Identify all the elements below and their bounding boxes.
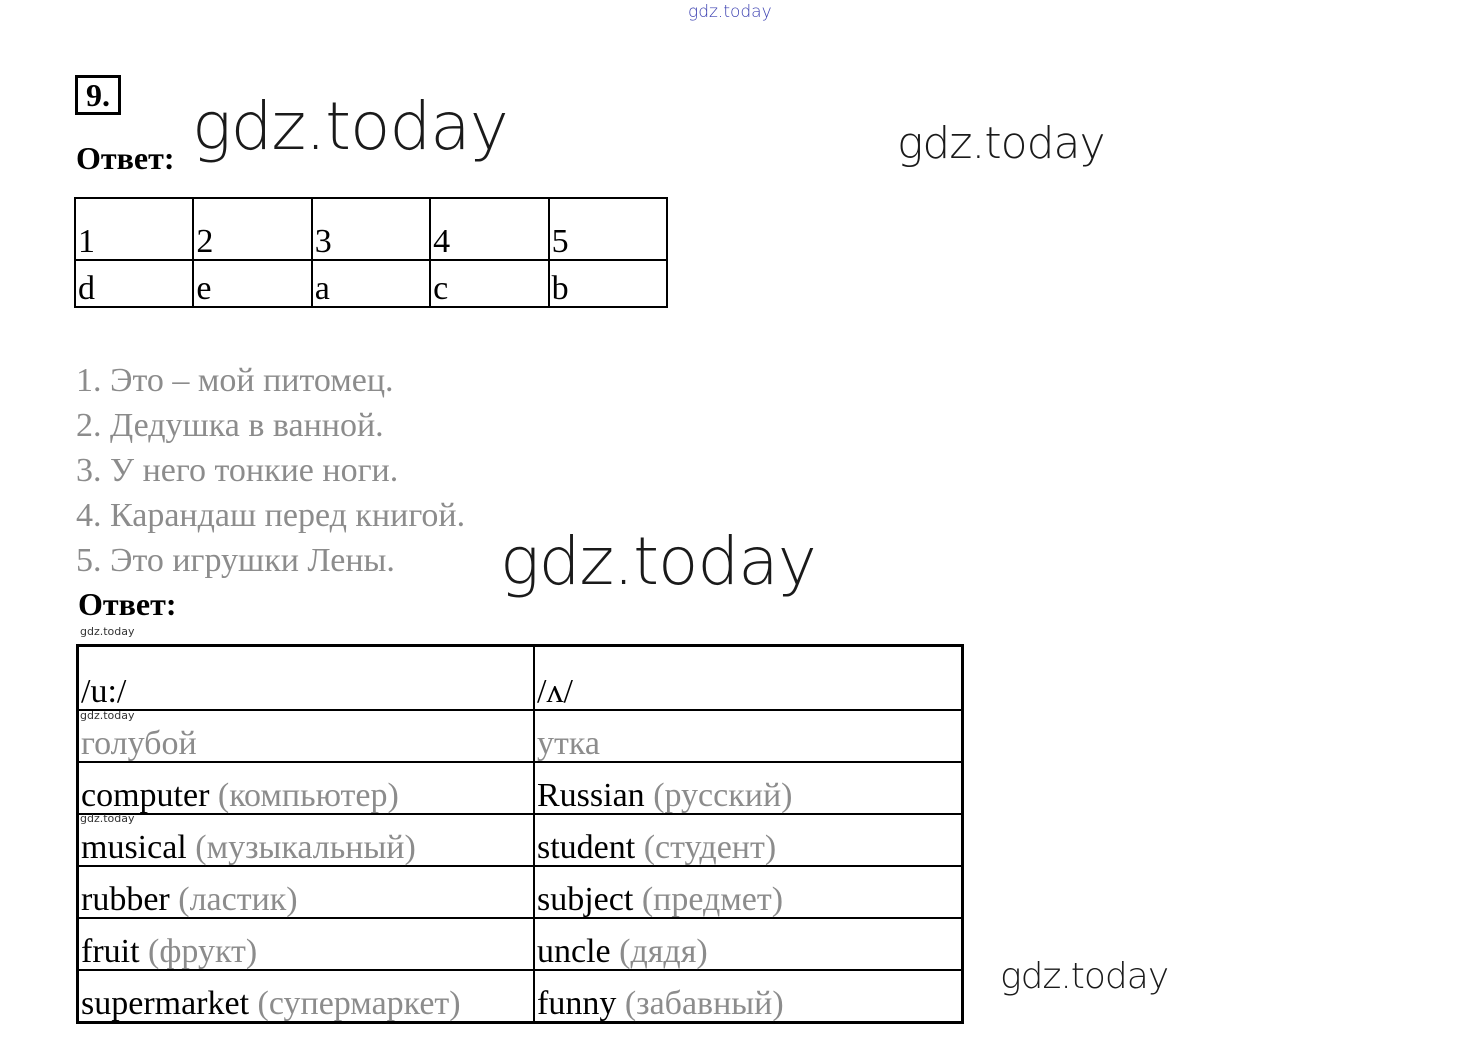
list-item: 4. Карандаш перед книгой.: [76, 497, 466, 534]
table-cell: утка: [534, 710, 963, 762]
table-cell: e: [193, 260, 311, 307]
header-cell: /ʌ/: [534, 646, 963, 711]
word-translation: (компьютер): [217, 777, 399, 814]
table-cell: [534, 814, 963, 866]
table-cell: [78, 814, 535, 866]
word: subject: [537, 881, 634, 918]
word-translation: (супермаркет): [257, 985, 461, 1022]
translations-list: [76, 358, 465, 583]
table-cell: [78, 762, 535, 814]
table-cell: [78, 866, 535, 918]
task-number: 9.: [75, 75, 121, 115]
word: Russian: [537, 777, 645, 814]
table-cell: [78, 918, 535, 970]
table-row: [75, 260, 667, 307]
table-cell: [78, 970, 535, 1023]
matching-table: [74, 197, 668, 308]
word: uncle: [537, 933, 611, 970]
table-row: [78, 762, 963, 814]
table-cell: 5: [549, 198, 667, 260]
word: fruit: [81, 933, 140, 970]
sound-table: [76, 644, 964, 1024]
word-translation: (предмет): [641, 881, 784, 918]
word: musical: [81, 829, 187, 866]
table-cell: [534, 866, 963, 918]
word: rubber: [81, 881, 170, 918]
table-cell: a: [312, 260, 430, 307]
word-translation: (забавный): [624, 985, 784, 1022]
word: computer: [81, 777, 210, 814]
word: supermarket: [81, 985, 250, 1022]
word-translation: (музыкальный): [195, 829, 416, 866]
answer-label: Ответ:: [76, 140, 175, 176]
table-row: [78, 814, 963, 866]
watermark-right-1: gdz.today: [897, 118, 1105, 169]
watermark-top: gdz.today: [688, 2, 772, 22]
word: funny: [537, 985, 617, 1022]
table-cell: [534, 918, 963, 970]
table-cell: голубой: [78, 710, 535, 762]
word-translation: (студент): [643, 829, 777, 866]
list-item: 1. Это – мой питомец.: [76, 362, 394, 399]
table-cell: 4: [430, 198, 548, 260]
table-cell: [534, 762, 963, 814]
watermark-tiny-2: gdz.today: [80, 709, 135, 722]
table-cell: [534, 970, 963, 1023]
table-cell: d: [75, 260, 193, 307]
word-translation: (дядя): [619, 933, 708, 970]
table-row: [78, 710, 963, 762]
word-translation: (фрукт): [148, 933, 258, 970]
watermark-large-2: gdz.today: [500, 523, 816, 600]
table-cell: 2: [193, 198, 311, 260]
watermark-tiny-3: gdz.today: [80, 812, 135, 825]
header-cell: /u:/: [78, 646, 535, 711]
table-row: [78, 918, 963, 970]
word-translation: (ластик): [178, 881, 298, 918]
word: student: [537, 829, 636, 866]
table-cell: 3: [312, 198, 430, 260]
table-header-row: [78, 646, 963, 711]
table-cell: c: [430, 260, 548, 307]
answer-label: Ответ:: [78, 586, 177, 622]
table-cell: 1: [75, 198, 193, 260]
table-row: [75, 198, 667, 260]
watermark-large-1: gdz.today: [192, 88, 508, 165]
table-row: [78, 970, 963, 1023]
list-item: 2. Дедушка в ванной.: [76, 407, 384, 444]
list-item: 5. Это игрушки Лены.: [76, 542, 395, 579]
table-cell: b: [549, 260, 667, 307]
word-translation: (русский): [653, 777, 793, 814]
list-item: 3. У него тонкие ноги.: [76, 452, 399, 489]
watermark-right-2: gdz.today: [1000, 956, 1169, 997]
watermark-tiny-1: gdz.today: [80, 625, 135, 638]
table-row: [78, 866, 963, 918]
